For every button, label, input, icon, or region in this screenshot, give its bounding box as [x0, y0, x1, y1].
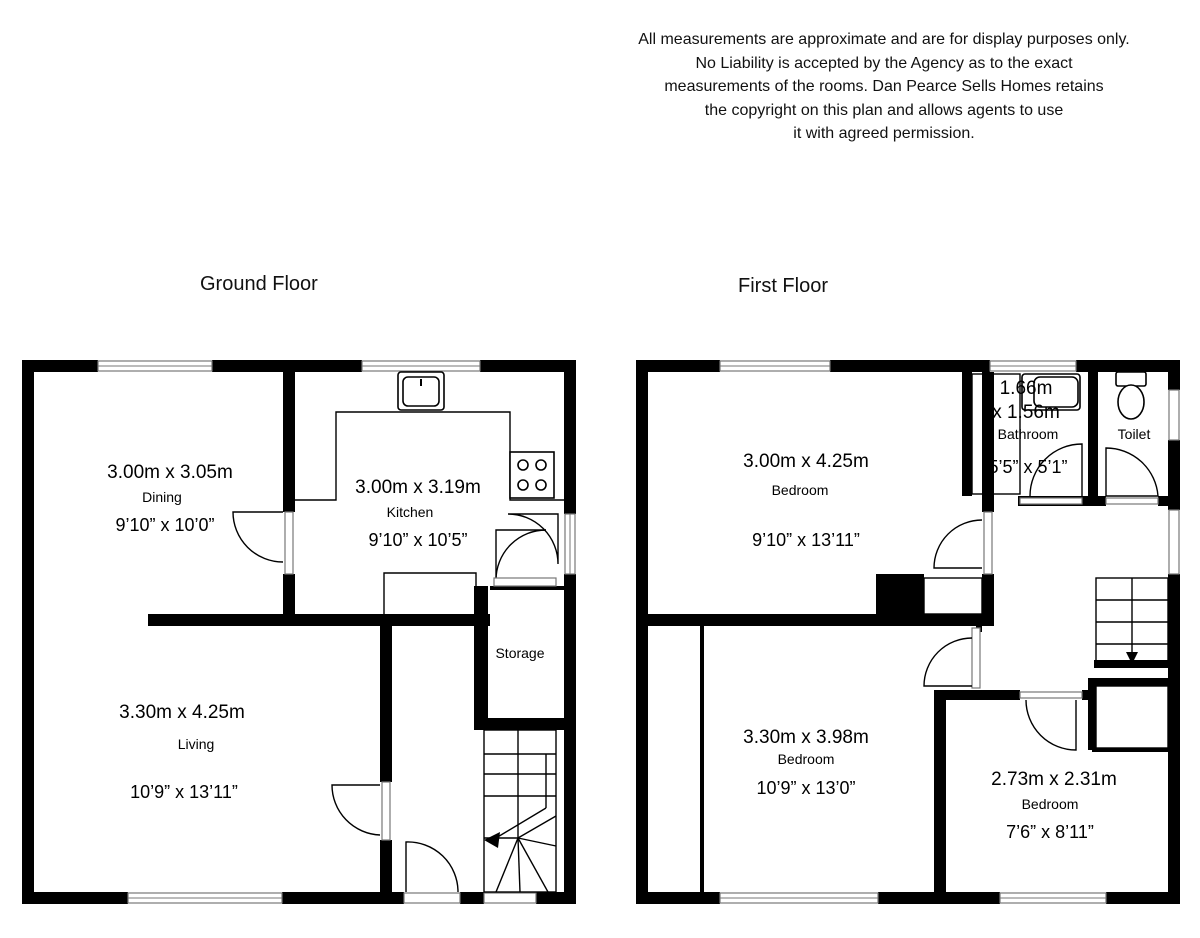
bedroom-1-label: Bedroom — [771, 482, 829, 498]
disclaimer-line: the copyright on this plan and allows agents to use — [704, 101, 1064, 119]
disclaimer-line: measurements of the rooms. Dan Pearce Sells Homes retains — [664, 78, 1104, 95]
ground-floor-title: Ground Floor — [200, 273, 318, 295]
first-floor-plan — [636, 360, 1180, 904]
disclaimer-line: All measurements are approximate and are for display purposes only. — [638, 31, 1130, 48]
bedroom-3-metric: 2.73m x 2.31m — [991, 769, 1117, 790]
bathroom-label: Bathroom — [997, 426, 1059, 442]
kitchen-metric: 3.00m x 3.19m — [355, 477, 481, 498]
disclaimer-line: No Liability is accepted by the Agency as to the exact — [695, 54, 1073, 72]
bedroom-3-label: Bedroom — [1021, 796, 1079, 812]
ground-floor-plan — [22, 360, 576, 904]
bathroom-metric-1: 1.66m — [999, 378, 1053, 399]
bedroom-1-imperial: 9’10” x 13’11” — [752, 530, 860, 550]
disclaimer-line: it with agreed permission. — [793, 125, 975, 142]
bedroom-2-metric: 3.30m x 3.98m — [743, 727, 869, 748]
bedroom-2-imperial: 10’9” x 13’0” — [756, 778, 856, 798]
toilet-label: Toilet — [1117, 426, 1151, 442]
dining-label: Dining — [142, 489, 182, 505]
bedroom-2-label: Bedroom — [777, 751, 835, 767]
storage-label: Storage — [495, 645, 545, 661]
living-imperial: 10’9” x 13’11” — [130, 782, 238, 802]
bathroom-metric-2: x 1.56m — [992, 402, 1060, 423]
bedroom-3-imperial: 7’6” x 8’11” — [1006, 822, 1094, 842]
first-floor-title: First Floor — [738, 275, 828, 297]
kitchen-label: Kitchen — [386, 504, 434, 520]
bedroom-1-metric: 3.00m x 4.25m — [743, 451, 869, 472]
ground-floor-stairs — [484, 730, 556, 892]
living-metric: 3.30m x 4.25m — [119, 702, 245, 723]
living-label: Living — [177, 736, 215, 752]
dining-imperial: 9’10” x 10’0” — [115, 515, 215, 535]
bathroom-imperial: 5’5” x 5’1” — [988, 457, 1068, 477]
dining-metric: 3.00m x 3.05m — [107, 462, 233, 483]
kitchen-imperial: 9’10” x 10’5” — [368, 530, 468, 550]
